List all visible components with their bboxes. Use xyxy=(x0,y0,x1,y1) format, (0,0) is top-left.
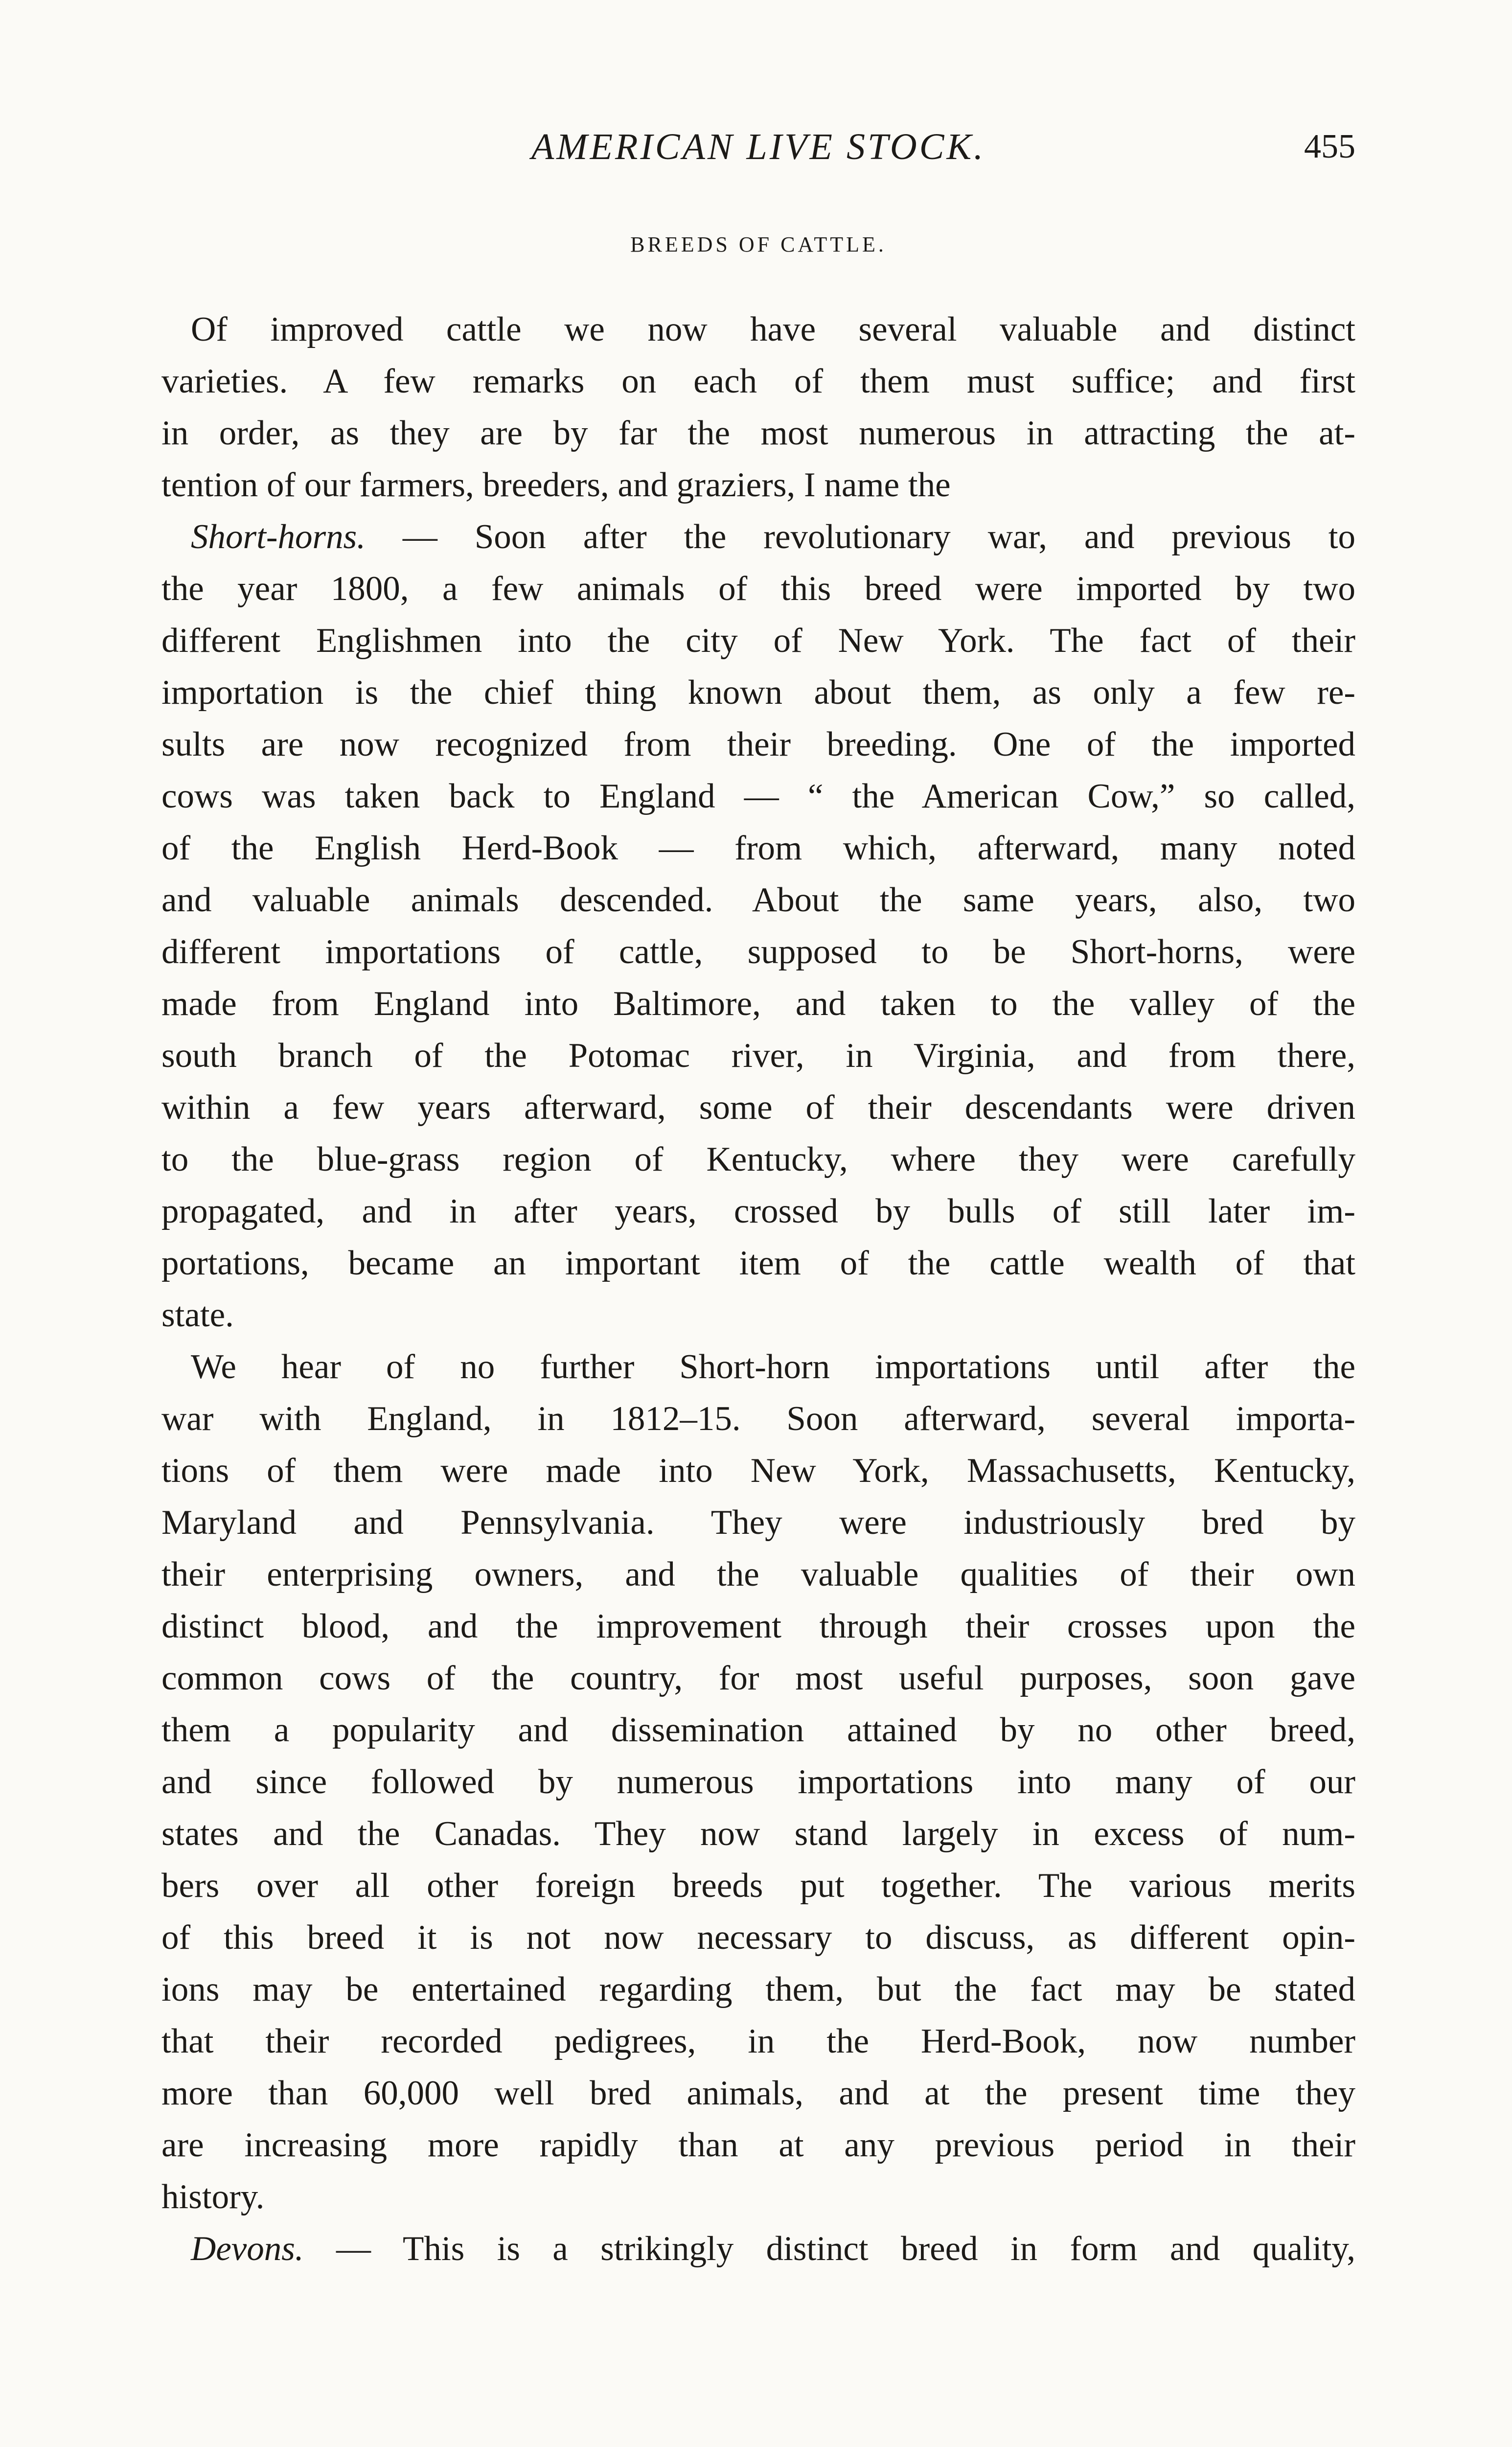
text-line: made from England into Baltimore, and taken to the valley of the xyxy=(161,985,1355,1023)
run-in-heading: Devons. xyxy=(191,2230,304,2268)
text-line: of the English Herd-Book — from which, afterward, many noted xyxy=(161,829,1355,867)
section-heading: BREEDS OF CATTLE. xyxy=(630,232,887,256)
text-line: that their recorded pedigrees, in the Herd-Book, now number xyxy=(161,2022,1355,2060)
text-line: Of improved cattle we now have several valuable and distinct xyxy=(191,310,1355,348)
text-run: — Soon after the revolutionary war, and previous to xyxy=(366,518,1355,556)
book-page xyxy=(161,0,1355,2447)
text-line: to the blue-grass region of Kentucky, where they were carefully xyxy=(161,1140,1355,1178)
text-run: — This is a strikingly distinct breed in form and quality, xyxy=(303,2230,1355,2268)
text-line: importation is the chief thing known about them, as only a few re- xyxy=(161,673,1355,712)
text-line: different Englishmen into the city of New York. The fact of their xyxy=(161,622,1355,660)
text-line: common cows of the country, for most useful purposes, soon gave xyxy=(161,1659,1355,1697)
running-head xyxy=(161,120,1355,174)
text-line: history. xyxy=(161,2178,265,2216)
text-line xyxy=(161,511,1355,563)
text-line xyxy=(161,2223,1355,2275)
text-line: tention of our farmers, breeders, and graziers, I name the xyxy=(161,466,951,504)
text-line: them a popularity and dissemination attained by no other breed, xyxy=(161,1711,1355,1749)
page-number: 455 xyxy=(1304,128,1355,165)
text-line: ions may be entertained regarding them, but the fact may be stated xyxy=(161,1970,1355,2008)
text-line: bers over all other foreign breeds put together. The various merits xyxy=(161,1867,1355,1905)
text-line: portations, became an important item of the cattle wealth of that xyxy=(161,1244,1355,1282)
body-text xyxy=(161,303,1355,2275)
running-title: AMERICAN LIVE STOCK. xyxy=(531,126,986,167)
text-line: Maryland and Pennsylvania. They were industriously bred by xyxy=(161,1503,1355,1542)
text-line: more than 60,000 well bred animals, and at the present time they xyxy=(161,2074,1355,2112)
text-line: of this breed it is not now necessary to discuss, as different opin- xyxy=(161,1918,1355,1957)
text-line: and since followed by numerous importations into many of our xyxy=(161,1763,1355,1801)
text-line: state. xyxy=(161,1296,234,1334)
text-line: different importations of cattle, supposed to be Short-horns, were xyxy=(161,933,1355,971)
text-line: tions of them were made into New York, Massachusetts, Kentucky, xyxy=(161,1452,1355,1490)
run-in-heading: Short-horns. xyxy=(191,518,366,556)
text-line: cows was taken back to England — “ the American Cow,” so called, xyxy=(161,777,1355,815)
text-line: war with England, in 1812–15. Soon afterward, several importa- xyxy=(161,1400,1355,1438)
text-line: are increasing more rapidly than at any previous period in their xyxy=(161,2126,1355,2164)
text-line: sults are now recognized from their breeding. One of the imported xyxy=(161,725,1355,763)
text-line: propagated, and in after years, crossed by bulls of still later im- xyxy=(161,1192,1355,1230)
text-line: distinct blood, and the improvement through their crosses upon the xyxy=(161,1607,1355,1645)
text-line: We hear of no further Short-horn importations until after the xyxy=(191,1348,1355,1386)
text-line: states and the Canadas. They now stand largely in excess of num- xyxy=(161,1815,1355,1853)
text-line: their enterprising owners, and the valuable qualities of their own xyxy=(161,1555,1355,1593)
text-line: in order, as they are by far the most numerous in attracting the at- xyxy=(161,414,1355,452)
text-line: varieties. A few remarks on each of them must suffice; and first xyxy=(161,362,1355,400)
text-line: within a few years afterward, some of their descendants were driven xyxy=(161,1088,1355,1127)
text-line: the year 1800, a few animals of this breed were imported by two xyxy=(161,570,1355,608)
text-line: south branch of the Potomac river, in Virginia, and from there, xyxy=(161,1037,1355,1075)
text-line: and valuable animals descended. About the same years, also, two xyxy=(161,881,1355,919)
